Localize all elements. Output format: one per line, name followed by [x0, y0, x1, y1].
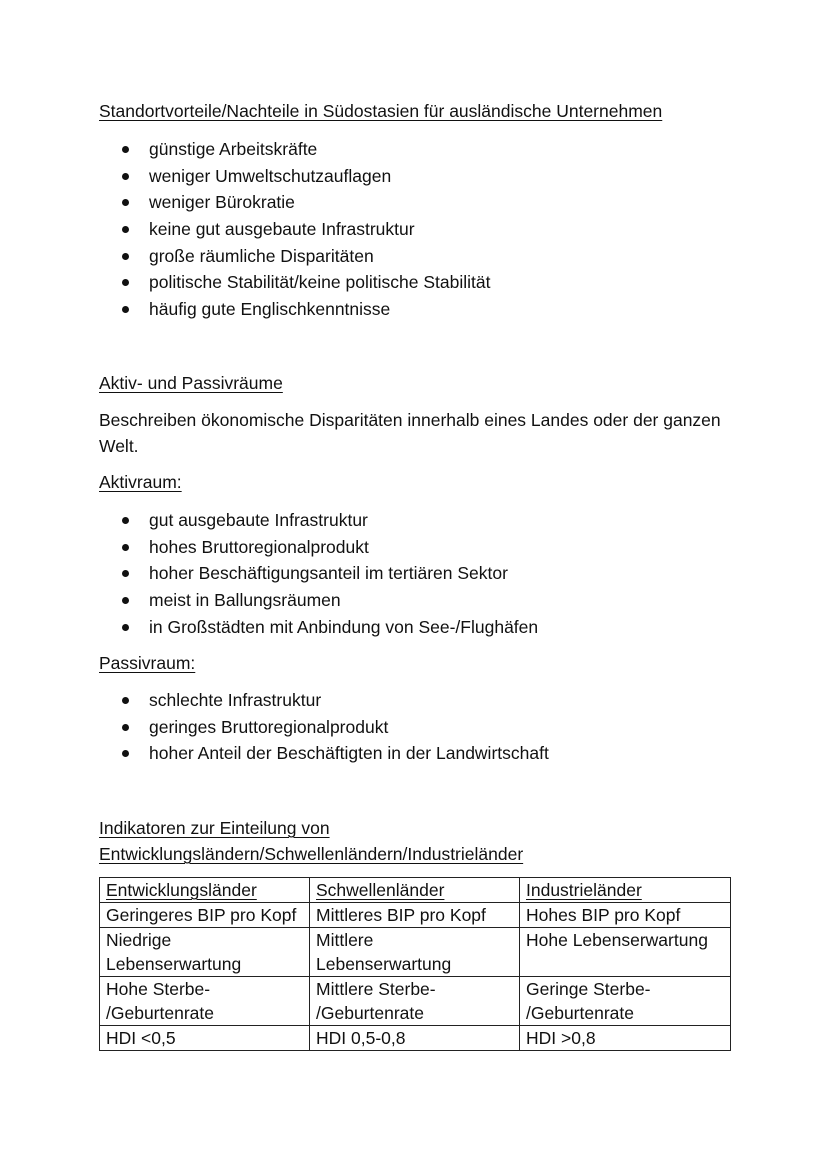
- section3-heading-line1: Indikatoren zur Einteilung von: [99, 818, 330, 838]
- table-cell: Mittleres BIP pro Kopf: [310, 903, 520, 928]
- list-item: hohes Bruttoregionalprodukt: [0, 534, 538, 561]
- bullet-icon: [122, 750, 129, 757]
- passivraum-heading: Passivraum:: [99, 653, 196, 673]
- list-item: häufig gute Englischkenntnisse: [0, 296, 490, 323]
- section3-heading-line2: Entwicklungsländern/Schwellenländern/Industrieländer: [99, 844, 524, 864]
- list-item: schlechte Infrastruktur: [0, 687, 549, 714]
- list-item: weniger Bürokratie: [0, 189, 490, 216]
- list-item: geringes Bruttoregionalprodukt: [0, 714, 549, 741]
- aktivraum-list: [0, 507, 538, 640]
- bullet-icon: [122, 724, 129, 731]
- table-cell: Niedrige Lebenserwartung: [100, 928, 310, 977]
- list-item: günstige Arbeitskräfte: [0, 136, 490, 163]
- column-header: Schwellenländer: [310, 878, 520, 903]
- list-item: in Großstädten mit Anbindung von See-/Flughäfen: [0, 614, 538, 641]
- table-cell: Hohes BIP pro Kopf: [520, 903, 731, 928]
- bullet-icon: [122, 697, 129, 704]
- bullet-icon: [122, 597, 129, 604]
- list-item: keine gut ausgebaute Infrastruktur: [0, 216, 490, 243]
- table-row: [100, 903, 731, 928]
- section2-description: Beschreiben ökonomische Disparitäten innerhalb eines Landes oder der ganzen Welt.: [99, 410, 721, 456]
- section1-list: [0, 136, 490, 323]
- table-row: [100, 977, 731, 1026]
- list-item: hoher Anteil der Beschäftigten in der Landwirtschaft: [0, 740, 549, 767]
- table-cell: Geringeres BIP pro Kopf: [100, 903, 310, 928]
- list-item: hoher Beschäftigungsanteil im tertiären Sektor: [0, 560, 538, 587]
- bullet-icon: [122, 570, 129, 577]
- bullet-icon: [122, 544, 129, 551]
- table-cell: Hohe Lebenserwartung: [520, 928, 731, 977]
- bullet-icon: [122, 253, 129, 260]
- table-header-row: [100, 878, 731, 903]
- list-item: große räumliche Disparitäten: [0, 243, 490, 270]
- bullet-icon: [122, 279, 129, 286]
- passivraum-list: [0, 687, 549, 767]
- table-cell: Geringe Sterbe- /Geburtenrate: [520, 977, 731, 1026]
- bullet-icon: [122, 306, 129, 313]
- column-header: Industrieländer: [520, 878, 731, 903]
- list-item: politische Stabilität/keine politische Stabilität: [0, 269, 490, 296]
- table-cell: HDI 0,5-0,8: [310, 1026, 520, 1051]
- bullet-icon: [122, 517, 129, 524]
- section1-heading: Standortvorteile/Nachteile in Südostasien für ausländische Unternehmen: [99, 101, 663, 121]
- bullet-icon: [122, 226, 129, 233]
- table-row: [100, 1026, 731, 1051]
- table-cell: Mittlere Lebenserwartung: [310, 928, 520, 977]
- column-header: Entwicklungsländer: [100, 878, 310, 903]
- section2-heading: Aktiv- und Passivräume: [99, 373, 283, 393]
- list-item: weniger Umweltschutzauflagen: [0, 163, 490, 190]
- bullet-icon: [122, 146, 129, 153]
- indicators-table: [99, 877, 731, 1051]
- table-cell: HDI >0,8: [520, 1026, 731, 1051]
- bullet-icon: [122, 624, 129, 631]
- table-cell: HDI <0,5: [100, 1026, 310, 1051]
- bullet-icon: [122, 173, 129, 180]
- aktivraum-heading: Aktivraum:: [99, 472, 182, 492]
- table-cell: Hohe Sterbe- /Geburtenrate: [100, 977, 310, 1026]
- table-row: [100, 928, 731, 977]
- bullet-icon: [122, 199, 129, 206]
- table-cell: Mittlere Sterbe- /Geburtenrate: [310, 977, 520, 1026]
- list-item: gut ausgebaute Infrastruktur: [0, 507, 538, 534]
- list-item: meist in Ballungsräumen: [0, 587, 538, 614]
